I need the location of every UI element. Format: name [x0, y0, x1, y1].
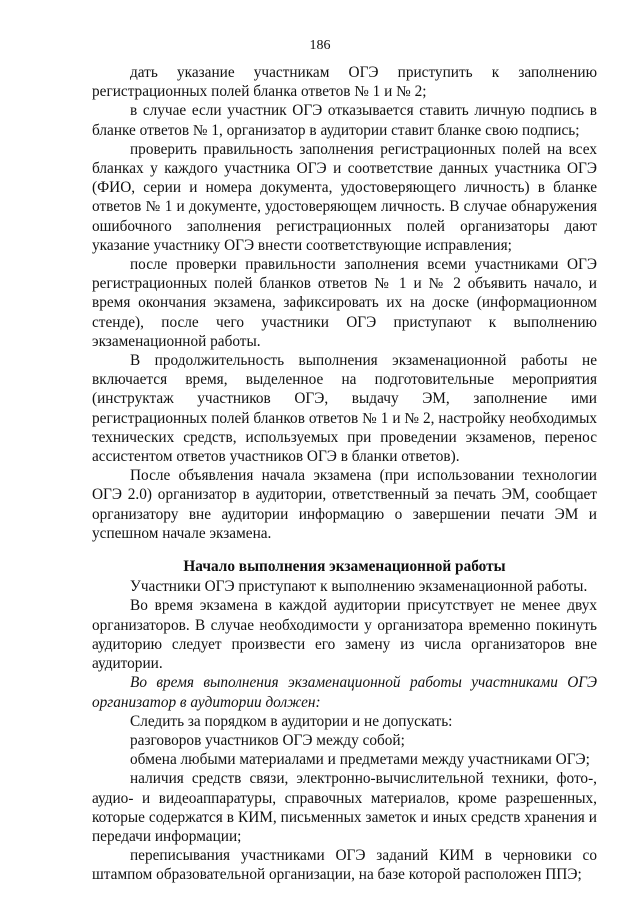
paragraph: после проверки правильности заполнения всеми участниками ОГЭ регистрационных полей бланков ответов № 1 и № 2 объявить начало, и время окончания экзамена, зафиксировать их на доске (информационном стенде), после чего участники ОГЭ приступают к выполнению экзаменационной работы. — [92, 256, 597, 350]
section-heading: Начало выполнения экзаменационной работы — [183, 558, 506, 576]
paragraph: проверить правильность заполнения регистрационных полей на всех бланках у каждого участника ОГЭ и соответствие данных участника ОГЭ (ФИО, серии и номера документа, удостоверяющего личность) в бланке ответов № 1 и документе, удостоверяющем личность. В случае обнаружения ошибочного заполнения регистрационных полей организаторы дают указание участнику ОГЭ внести соответствующие исправления; — [92, 140, 597, 254]
page-number: 186 — [309, 38, 331, 53]
italic-paragraph: Во время выполнения экзаменационной работы участниками ОГЭ организатор в аудитории должен: — [92, 674, 597, 711]
paragraph: Во время экзамена в каждой аудитории присутствует не менее двух организаторов. В случае необходимости у организатора временно покинуть аудиторию следует произвести его замену из числа организаторов вне аудитории. — [92, 597, 597, 673]
paragraph: Следить за порядком в аудитории и не допускать: — [130, 712, 453, 730]
paragraph: После объявления начала экзамена (при использовании технологии ОГЭ 2.0) организатор в аудитории, ответственный за печать ЭМ, сообщает организатору вне аудитории информацию о завершении печати ЭМ и успешном начале экзамена. — [92, 467, 597, 542]
list-item: разговоров участников ОГЭ между собой; — [130, 731, 405, 749]
paragraph: в случае если участник ОГЭ отказывается ставить личную подпись в бланке ответов № 1, организатор в аудитории ставит бланке свою подпись; — [92, 102, 597, 139]
list-item: наличия средств связи, электронно-вычислительной техники, фото-, аудио- и видеоаппаратуры, справочных материалов, кроме разрешенных, которые содержатся в КИМ, письменных заметок и иных средств хранения и передачи информации; — [92, 770, 597, 845]
paragraph: В продолжительность выполнения экзаменационной работы не включается время, выделенное на подготовительные мероприятия (инструктаж участников ОГЭ, выдачу ЭМ, заполнение ими регистрационных полей бланков ответов № 1 и № 2, настройку необходимых технических средств, используемых при проведении экзаменов, перенос ассистентом ответов участников ОГЭ в бланки ответов). — [92, 352, 597, 466]
text-column — [92, 63, 597, 885]
paragraph: дать указание участникам ОГЭ приступить к заполнению регистрационных полей бланка ответов № 1 и № 2; — [92, 64, 597, 101]
list-item: переписывания участниками ОГЭ заданий КИМ в черновики со штампом образовательной организации, на базе которой расположен ППЭ; — [92, 847, 597, 884]
list-item: обмена любыми материалами и предметами между участниками ОГЭ; — [130, 751, 590, 769]
paragraph: Участники ОГЭ приступают к выполнению экзаменационной работы. — [130, 578, 588, 596]
